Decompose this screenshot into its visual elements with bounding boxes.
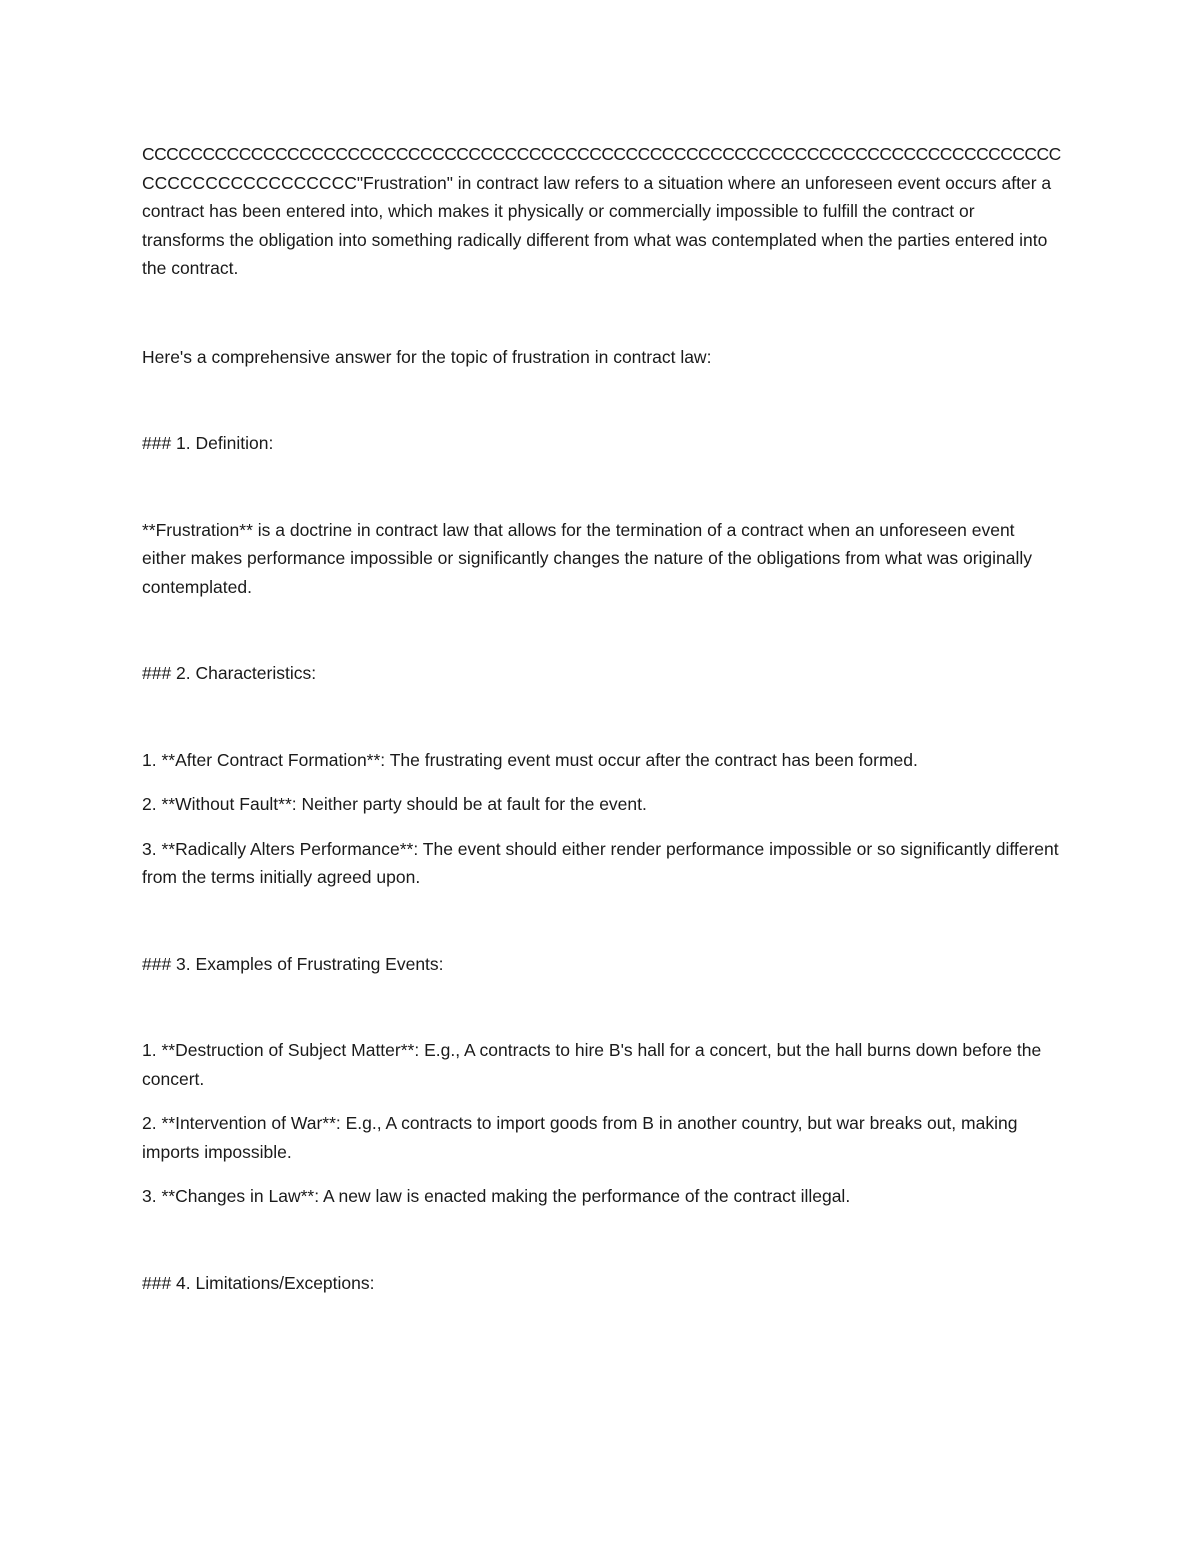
document-body <box>142 140 1062 1297</box>
list-item: 2. **Intervention of War**: E.g., A contracts to import goods from B in another country, but war breaks out, making imports impossible. <box>142 1113 1018 1162</box>
intro-paragraph <box>142 140 1062 283</box>
list-item: 1. **After Contract Formation**: The frustrating event must occur after the contract has been formed. <box>142 749 918 770</box>
definition-paragraph: **Frustration** is a doctrine in contract law that allows for the termination of a contract when an unforeseen event either makes performance impossible or significantly changes the nature of the obligations from what was originally contemplated. <box>142 519 1033 597</box>
list-item: 3. **Changes in Law**: A new law is enacted making the performance of the contract illegal. <box>142 1186 851 1206</box>
lead-paragraph: Here's a comprehensive answer for the topic of frustration in contract law: <box>142 346 712 367</box>
heading-examples: ### 3. Examples of Frustrating Events: <box>142 953 444 974</box>
list-item: 1. **Destruction of Subject Matter**: E.g., A contracts to hire B's hall for a concert, but the hall burns down before the concert. <box>142 1040 1042 1089</box>
intro-text: CCCCCCCCCCCCCCCCC"Frustration" in contract law refers to a situation where an unforeseen event occurs after a contract has been entered into, which makes it physically or commercially impossible to fulfill the contract or transforms the obligation into something radically different from what was contemplated when the parties entered into the contract. <box>142 172 1052 278</box>
heading-characteristics: ### 2. Characteristics: <box>142 663 317 683</box>
list-item: 2. **Without Fault**: Neither party should be at fault for the event. <box>142 794 647 814</box>
list-item: 3. **Radically Alters Performance**: The event should either render performance impossible or so significantly different from the terms initially agreed upon. <box>142 838 1059 887</box>
heading-limitations: ### 4. Limitations/Exceptions: <box>142 1272 375 1293</box>
heading-definition: ### 1. Definition: <box>142 433 274 453</box>
intro-repeated-characters: CCCCCCCCCCCCCCCCCCCCCCCCCCCCCCCCCCCCCCCCCCCCCCCCCCCCCCCCCCCCCCCCCCCCCCCCCCCC <box>142 144 1061 164</box>
